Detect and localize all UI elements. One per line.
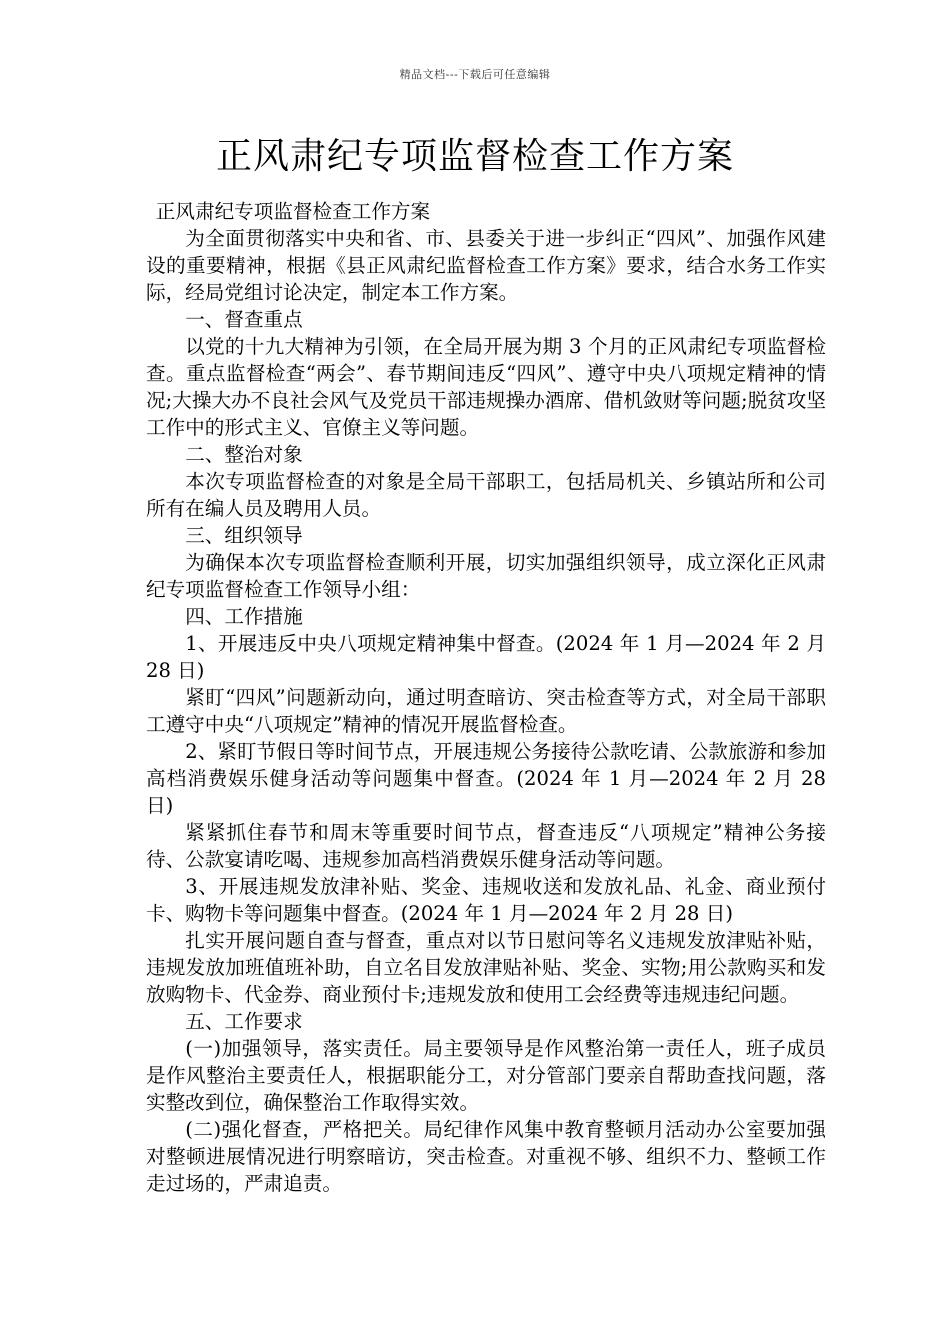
document-title: 正风肃纪专项监督检查工作方案 [215, 136, 734, 177]
measure-1-heading: 1、开展违反中央八项规定精神集中督查。(2024 年 1 月—2024 年 2 月 28 日) [146, 632, 826, 682]
measure-3-heading: 3、开展违规发放津补贴、奖金、违规收送和发放礼品、礼金、商业预付卡、购物卡等问题集中督查。(2024 年 1 月—2024 年 2 月 28 日) [146, 875, 826, 925]
section-heading-2: 二、整治对象 [185, 443, 303, 466]
requirement-2-paragraph: (二)强化督查，严格把关。局纪律作风集中教育整顿月活动办公室要加强对整顿进展情况进行明察暗访，突击检查。对重视不够、组织不力、整顿工作走过场的，严肃追责。 [146, 1118, 826, 1195]
document-subtitle: 正风肃纪专项监督检查工作方案 [155, 200, 431, 223]
requirement-1-paragraph: (一)加强领导，落实责任。局主要领导是作风整治第一责任人，班子成员是作风整治主要责任人，根据职能分工，对分管部门要亲自帮助查找问题，落实整改到位，确保整治工作取得实效。 [146, 1037, 826, 1114]
section-2-paragraph: 本次专项监督检查的对象是全局干部职工，包括局机关、乡镇站所和公司所有在编人员及聘用人员。 [146, 470, 826, 520]
section-heading-4: 四、工作措施 [185, 605, 303, 628]
measure-1-paragraph: 紧盯“四风”问题新动向，通过明查暗访、突击检查等方式，对全局干部职工遵守中央“八项规定”精神的情况开展监督检查。 [146, 686, 826, 736]
intro-paragraph: 为全面贯彻落实中央和省、市、县委关于进一步纠正“四风”、加强作风建设的重要精神，根据《县正风肃纪监督检查工作方案》要求，结合水务工作实际，经局党组讨论决定，制定本工作方案。 [146, 227, 826, 304]
measure-3-paragraph: 扎实开展问题自查与督查，重点对以节日慰问等名义违规发放津贴补贴，违规发放加班值班补助，自立名目发放津贴补贴、奖金、实物;用公款购买和发放购物卡、代金券、商业预付卡;违规发放和使用工会经费等违规违纪问题。 [146, 929, 826, 1006]
measure-2-paragraph: 紧紧抓住春节和周末等重要时间节点，督查违反“八项规定”精神公务接待、公款宴请吃喝、违规参加高档消费娱乐健身活动等问题。 [146, 821, 826, 871]
document-body [146, 198, 826, 1197]
section-3-paragraph: 为确保本次专项监督检查顺利开展，切实加强组织领导，成立深化正风肃纪专项监督检查工作领导小组： [146, 551, 826, 601]
section-heading-1: 一、督查重点 [185, 308, 303, 331]
section-heading-5: 五、工作要求 [185, 1010, 303, 1033]
measure-2-heading: 2、紧盯节假日等时间节点，开展违规公务接待公款吃请、公款旅游和参加高档消费娱乐健身活动等问题集中督查。(2024 年 1 月—2024 年 2 月 28 日) [146, 740, 826, 817]
section-1-paragraph: 以党的十九大精神为引领，在全局开展为期 3 个月的正风肃纪专项监督检查。重点监督检查“两会”、春节期间违反“四风”、遵守中央八项规定精神的情况;大操大办不良社会风气及党员干部违规操办酒席、借机敛财等问题;脱贫攻坚工作中的形式主义、官僚主义等问题。 [146, 335, 826, 439]
page-header: 精品文档---下载后可任意编辑 [399, 68, 551, 81]
section-heading-3: 三、组织领导 [185, 524, 303, 547]
